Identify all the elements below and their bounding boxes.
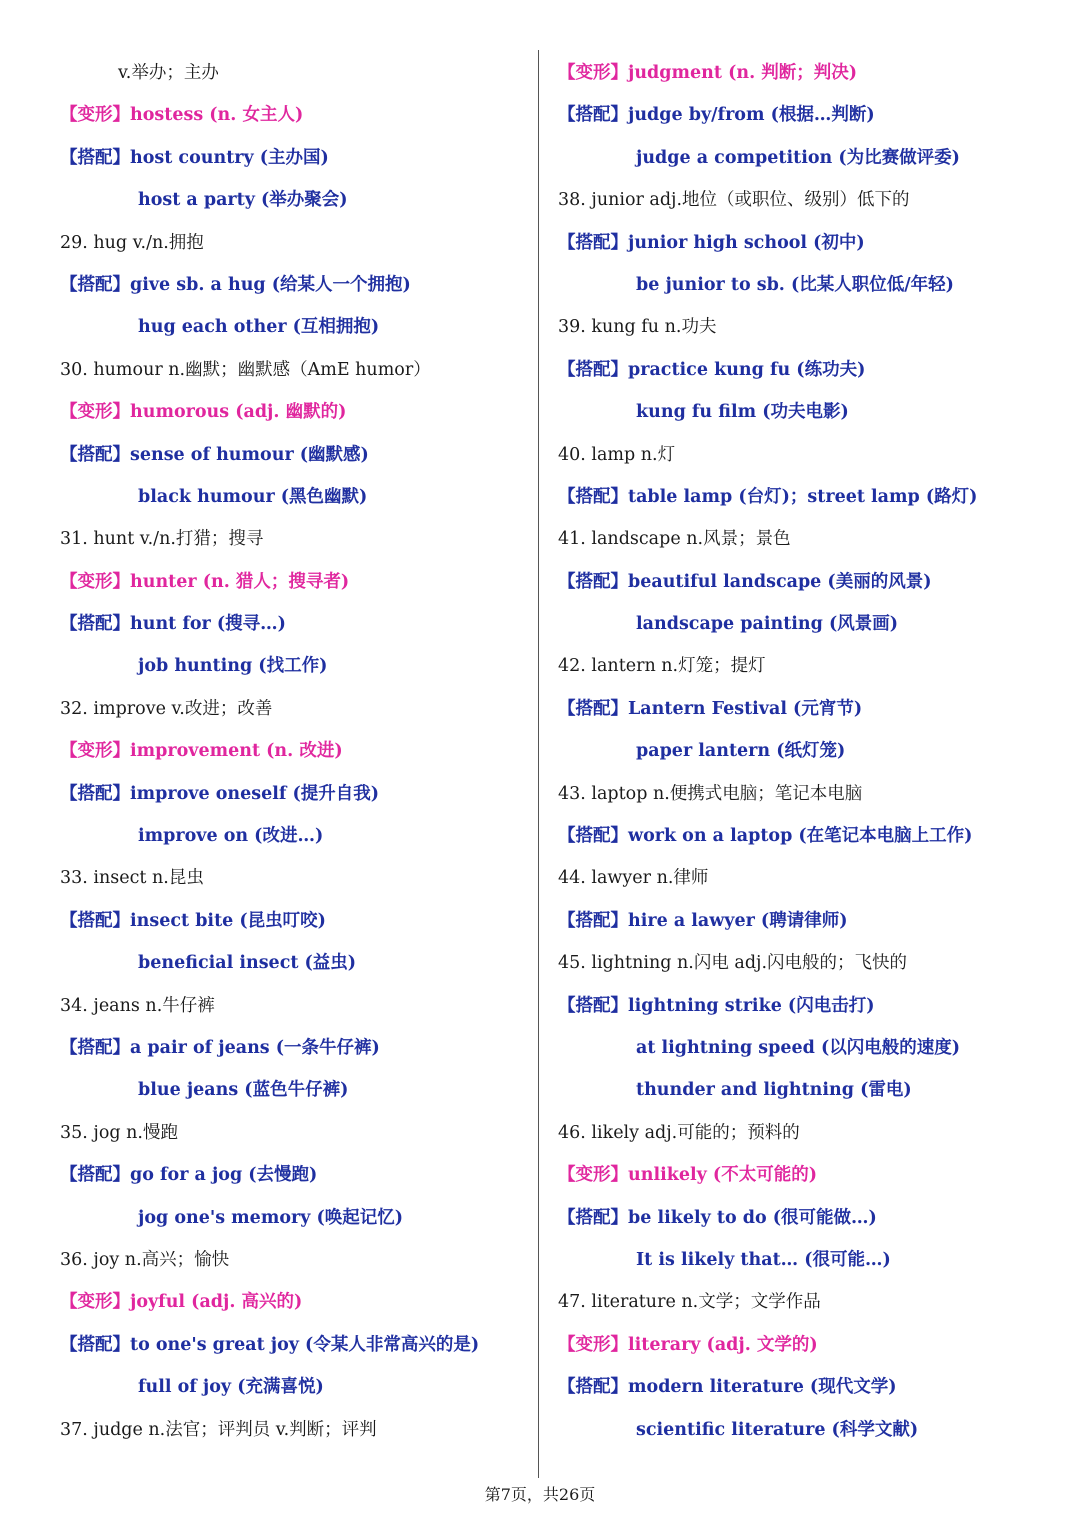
line-text: junior high school (初中)	[628, 232, 865, 253]
collocation-tag: 【搭配】	[60, 274, 130, 295]
collocation-tag: 【搭配】	[60, 444, 130, 465]
collocation-line	[558, 900, 1058, 942]
line-text: hostess (n. 女主人)	[130, 105, 304, 126]
collocation-line	[60, 942, 530, 984]
line-text: 40. lamp n.灯	[558, 444, 676, 465]
line-text: job hunting (找工作)	[138, 656, 328, 677]
right-column	[558, 52, 1058, 1451]
collocation-line	[558, 391, 1058, 433]
line-text: hug each other (互相拥抱)	[138, 317, 380, 338]
line-text: landscape painting (风景画)	[636, 614, 899, 635]
line-text: at lightning speed (以闪电般的速度)	[636, 1037, 961, 1058]
collocation-tag: 【搭配】	[60, 783, 130, 804]
line-text: v.举办；主办	[118, 63, 219, 83]
line-text: a pair of jeans (一条牛仔裤)	[130, 1037, 380, 1058]
vocab-entry	[60, 1239, 530, 1281]
vocab-entry	[60, 985, 530, 1027]
collocation-line	[60, 900, 530, 942]
collocation-line	[558, 264, 1058, 306]
collocation-line	[60, 1069, 530, 1111]
collocation-line	[558, 985, 1058, 1027]
collocation-tag: 【搭配】	[558, 910, 628, 931]
left-column	[60, 52, 530, 1451]
line-text: improve oneself (提升自我)	[130, 783, 380, 804]
line-text: 42. lantern n.灯笼；提灯	[558, 656, 766, 677]
collocation-line	[60, 434, 530, 476]
collocation-line	[558, 1239, 1058, 1281]
vocab-entry	[60, 1409, 530, 1451]
line-text: 37. judge n.法官；评判员 v.判断；评判	[60, 1419, 377, 1440]
line-text: humorous (adj. 幽默的)	[130, 402, 347, 423]
collocation-tag: 【搭配】	[558, 698, 628, 719]
collocation-tag: 【搭配】	[60, 614, 130, 635]
line-text: scientific literature (科学文献)	[636, 1419, 919, 1440]
line-text: judge a competition (为比赛做评委)	[636, 147, 960, 168]
vocab-entry	[558, 518, 1058, 560]
line-text: Lantern Festival (元宵节)	[628, 698, 863, 719]
line-text: work on a laptop (在笔记本电脑上工作)	[628, 826, 973, 847]
form-tag: 【变形】	[60, 571, 130, 592]
collocation-line	[60, 1324, 530, 1366]
vocab-entry	[558, 645, 1058, 687]
line-text: 35. jog n.慢跑	[60, 1122, 178, 1143]
collocation-line	[60, 1027, 530, 1069]
collocation-line	[60, 264, 530, 306]
vocab-entry	[558, 942, 1058, 984]
word-form-line	[60, 94, 530, 136]
vocab-entry	[558, 434, 1058, 476]
line-text: 46. likely adj.可能的；预料的	[558, 1122, 800, 1143]
collocation-line	[60, 645, 530, 687]
line-text: 32. improve v.改进；改善	[60, 698, 273, 719]
vocab-entry	[60, 222, 530, 264]
line-text: 39. kung fu n.功夫	[558, 317, 717, 338]
collocation-line	[558, 1197, 1058, 1239]
line-text: improvement (n. 改进)	[130, 741, 343, 762]
line-text: 47. literature n.文学；文学作品	[558, 1292, 821, 1313]
form-tag: 【变形】	[60, 1292, 130, 1313]
collocation-line	[60, 1197, 530, 1239]
form-tag: 【变形】	[558, 1334, 628, 1355]
collocation-line	[60, 306, 530, 348]
collocation-line	[60, 1366, 530, 1408]
line-text: literary (adj. 文学的)	[628, 1334, 818, 1355]
line-text: 31. hunt v./n.打猎；搜寻	[60, 529, 264, 550]
collocation-tag: 【搭配】	[558, 1377, 628, 1398]
line-text: host a party (举办聚会)	[138, 190, 348, 211]
line-text: go for a jog (去慢跑)	[130, 1165, 318, 1186]
line-text: beautiful landscape (美丽的风景)	[628, 571, 932, 592]
collocation-line	[558, 94, 1058, 136]
form-tag: 【变形】	[558, 63, 628, 83]
collocation-tag: 【搭配】	[60, 147, 130, 168]
collocation-tag: 【搭配】	[558, 232, 628, 253]
page-footer: 第7页，共26页	[484, 1485, 596, 1504]
line-text: be junior to sb. (比某人职位低/年轻)	[636, 274, 954, 295]
word-form-line	[558, 1324, 1058, 1366]
line-text: judgment (n. 判断；判决)	[628, 63, 858, 83]
collocation-tag: 【搭配】	[558, 995, 628, 1016]
vocab-entry	[60, 857, 530, 899]
line-text: 41. landscape n.风景；景色	[558, 529, 791, 550]
word-form-line	[60, 730, 530, 772]
collocation-tag: 【搭配】	[60, 1037, 130, 1058]
collocation-line	[558, 1366, 1058, 1408]
collocation-line	[558, 730, 1058, 772]
vocab-entry	[60, 349, 530, 391]
vocab-entry	[558, 857, 1058, 899]
line-text: jog one's memory (唤起记忆)	[138, 1207, 404, 1228]
line-text: 45. lightning n.闪电 adj.闪电般的；飞快的	[558, 953, 908, 974]
line-text: 43. laptop n.便携式电脑；笔记本电脑	[558, 783, 863, 804]
vocab-entry	[558, 773, 1058, 815]
vocab-entry	[60, 518, 530, 560]
word-form-line	[558, 1154, 1058, 1196]
collocation-line	[60, 476, 530, 518]
line-text: thunder and lightning (雷电)	[636, 1080, 912, 1101]
collocation-tag: 【搭配】	[60, 1165, 130, 1186]
collocation-line	[558, 349, 1058, 391]
line-text: beneficial insect (益虫)	[138, 953, 357, 974]
line-text: 30. humour n.幽默；幽默感（AmE humor）	[60, 359, 431, 380]
collocation-line	[558, 1069, 1058, 1111]
collocation-line	[60, 603, 530, 645]
line-text: lightning strike (闪电击打)	[628, 995, 875, 1016]
collocation-line	[558, 603, 1058, 645]
line-text: insect bite (昆虫叮咬)	[130, 910, 326, 931]
vocab-entry	[60, 1112, 530, 1154]
line-text: table lamp (台灯)；street lamp (路灯)	[628, 486, 978, 507]
vocab-entry	[558, 179, 1058, 221]
word-form-line	[60, 561, 530, 603]
line-text: hunt for (搜寻…)	[130, 614, 286, 635]
vocab-definition-continuation	[60, 52, 530, 94]
collocation-line	[60, 137, 530, 179]
line-text: joyful (adj. 高兴的)	[130, 1292, 303, 1313]
collocation-line	[558, 1027, 1058, 1069]
line-text: modern literature (现代文学)	[628, 1377, 897, 1398]
collocation-tag: 【搭配】	[558, 105, 628, 126]
collocation-tag: 【搭配】	[558, 359, 628, 380]
line-text: to one's great joy (令某人非常高兴的是)	[130, 1334, 480, 1355]
line-text: 36. joy n.高兴；愉快	[60, 1249, 230, 1270]
line-text: be likely to do (很可能做…)	[628, 1207, 877, 1228]
line-text: unlikely (不太可能的)	[628, 1165, 817, 1186]
line-text: black humour (黑色幽默)	[138, 486, 368, 507]
vocab-entry	[558, 1112, 1058, 1154]
line-text: 38. junior adj.地位（或职位、级别）低下的	[558, 190, 910, 211]
line-text: kung fu film (功夫电影)	[636, 402, 849, 423]
line-text: practice kung fu (练功夫)	[628, 359, 866, 380]
line-text: hire a lawyer (聘请律师)	[628, 910, 848, 931]
line-text: blue jeans (蓝色牛仔裤)	[138, 1080, 349, 1101]
collocation-tag: 【搭配】	[558, 1207, 628, 1228]
collocation-line	[558, 476, 1058, 518]
line-text: give sb. a hug (给某人一个拥抱)	[130, 274, 411, 295]
collocation-line	[60, 1154, 530, 1196]
collocation-line	[558, 137, 1058, 179]
collocation-tag: 【搭配】	[558, 486, 628, 507]
form-tag: 【变形】	[60, 741, 130, 762]
line-text: improve on (改进…)	[138, 826, 324, 847]
line-text: 33. insect n.昆虫	[60, 868, 204, 889]
form-tag: 【变形】	[60, 402, 130, 423]
line-text: judge by/from (根据…判断)	[628, 105, 875, 126]
collocation-tag: 【搭配】	[558, 826, 628, 847]
line-text: It is likely that… (很可能…)	[636, 1249, 891, 1270]
word-form-line	[60, 1281, 530, 1323]
collocation-line	[558, 561, 1058, 603]
collocation-tag: 【搭配】	[60, 910, 130, 931]
form-tag: 【变形】	[60, 105, 130, 126]
collocation-line	[558, 815, 1058, 857]
form-tag: 【变形】	[558, 1165, 628, 1186]
line-text: full of joy (充满喜悦)	[138, 1377, 324, 1398]
line-text: paper lantern (纸灯笼)	[636, 741, 846, 762]
line-text: 29. hug v./n.拥抱	[60, 232, 204, 253]
collocation-line	[558, 1409, 1058, 1451]
line-text: sense of humour (幽默感)	[130, 444, 369, 465]
line-text: 34. jeans n.牛仔裤	[60, 995, 215, 1016]
vocab-entry	[60, 688, 530, 730]
collocation-line	[60, 815, 530, 857]
vocab-entry	[558, 1281, 1058, 1323]
collocation-line	[60, 773, 530, 815]
column-divider	[538, 50, 539, 1478]
line-text: host country (主办国)	[130, 147, 329, 168]
collocation-tag: 【搭配】	[558, 571, 628, 592]
collocation-line	[60, 179, 530, 221]
line-text: hunter (n. 猎人；搜寻者)	[130, 571, 350, 592]
vocab-entry	[558, 306, 1058, 348]
collocation-line	[558, 222, 1058, 264]
word-form-line	[60, 391, 530, 433]
collocation-tag: 【搭配】	[60, 1334, 130, 1355]
word-form-line	[558, 52, 1058, 94]
line-text: 44. lawyer n.律师	[558, 868, 709, 889]
collocation-line	[558, 688, 1058, 730]
